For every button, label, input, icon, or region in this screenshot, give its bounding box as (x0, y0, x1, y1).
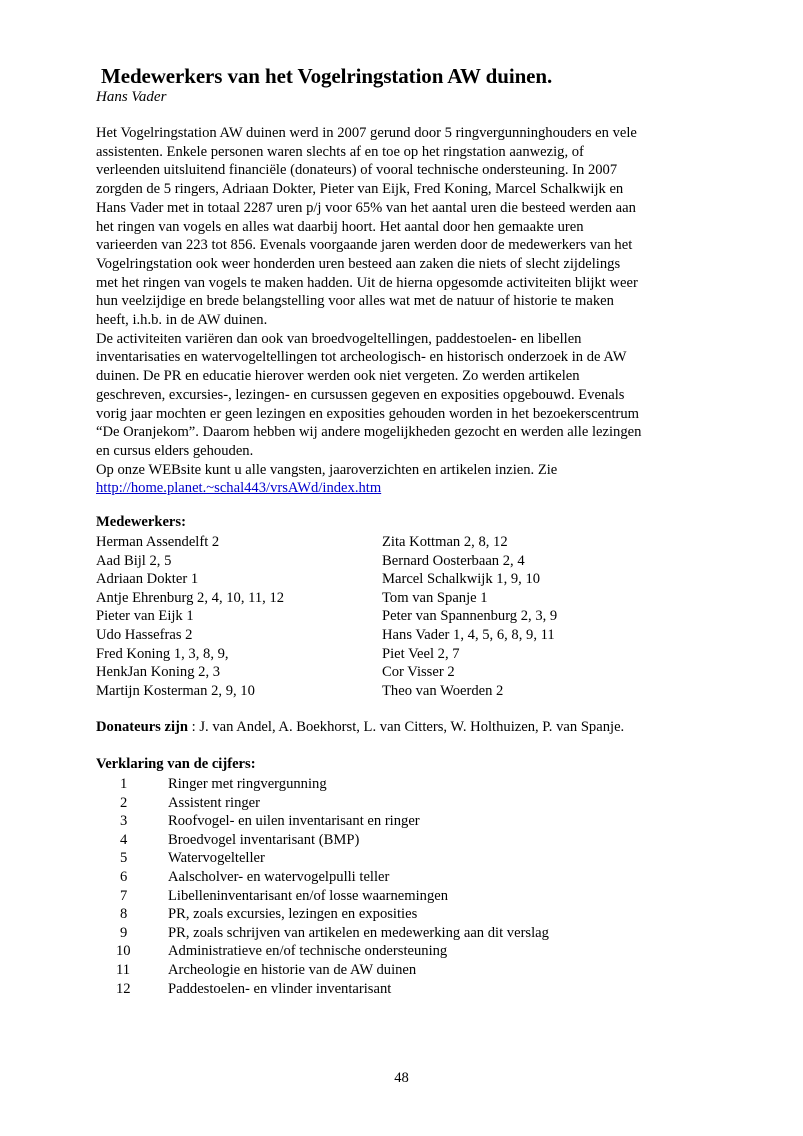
staff-heading: Medewerkers: (96, 514, 186, 530)
legend-item (96, 849, 549, 868)
body-line: “De Oranjekom”. Daarom hebben wij andere mogelijkheden gezocht en werden alle lezingen (96, 424, 642, 441)
legend-number: 9 (120, 924, 128, 941)
legend-text: PR, zoals schrijven van artikelen en medewerking aan dit verslag (168, 924, 549, 941)
staff-member: Adriaan Dokter 1 (96, 571, 199, 588)
page-number: 48 (394, 1070, 409, 1086)
legend-item (96, 775, 549, 794)
staff-row (96, 663, 716, 682)
legend-text: Libelleninventarisant en/of losse waarnemingen (168, 887, 449, 904)
author-name: Hans Vader (96, 89, 167, 105)
legend-item (96, 831, 549, 850)
body-line: vorig jaar mochten er geen lezingen en exposities gehouden worden in het bezoekerscentrum (96, 405, 640, 422)
intro-text (96, 124, 736, 498)
body-line: verleenden uitsluitend financiële (donateurs) of vooral technische ondersteuning. In 2007 (96, 162, 618, 179)
body-line: het ringen van vogels en alles wat daarbij hoort. Het aantal door hen gemaakte uren (96, 218, 584, 235)
website-link[interactable]: http://home.planet.~schal443/vrsAWd/index.htm (96, 480, 382, 497)
body-line: duinen. De PR en educatie hierover werden ook niet vergeten. Zo werden artikelen (96, 368, 580, 385)
staff-row (96, 533, 716, 552)
staff-member: Herman Assendelft 2 (96, 534, 220, 550)
legend-number: 2 (120, 794, 128, 811)
staff-row (96, 626, 716, 645)
staff-member: Hans Vader 1, 4, 5, 6, 8, 9, 11 (382, 626, 555, 643)
body-line: geschreven, excursies-, lezingen- en cursussen gegeven en exposities opgebouwd. Evenals (96, 386, 625, 403)
legend-text: PR, zoals excursies, lezingen en exposities (168, 906, 418, 923)
staff-member: Udo Hassefras 2 (96, 626, 193, 643)
legend-text: Paddestoelen- en vlinder inventarisant (168, 980, 392, 997)
legend-number: 4 (120, 831, 128, 848)
body-line: en cursus elders gehouden. (96, 442, 254, 459)
body-line: met het ringen van vogels te maken hadden. Uit de hierna opgesomde activiteiten blijkt weer (96, 274, 638, 291)
staff-member: Theo van Woerden 2 (382, 682, 504, 699)
legend-item (96, 905, 549, 924)
staff-member: Piet Veel 2, 7 (382, 645, 460, 662)
staff-member: HenkJan Koning 2, 3 (96, 664, 221, 681)
legend-list (96, 775, 549, 998)
body-line: De activiteiten variëren dan ook van broedvogeltellingen, paddestoelen- en libellen (96, 330, 582, 347)
legend-text: Watervogelteller (168, 850, 265, 867)
legend-text: Roofvogel- en uilen inventarisant en ringer (168, 813, 420, 830)
legend-number: 5 (120, 850, 128, 867)
staff-member: Zita Kottman 2, 8, 12 (382, 534, 508, 550)
staff-row (96, 645, 716, 664)
legend-item (96, 980, 549, 999)
legend-item (96, 887, 549, 906)
body-line: Hans Vader met in totaal 2287 uren p/j voor 65% van het aantal uren die besteed werden aan (96, 199, 636, 216)
legend-number: 3 (120, 813, 128, 830)
legend-text: Archeologie en historie van de AW duinen (168, 961, 417, 978)
donors-names: : J. van Andel, A. Boekhorst, L. van Citters, W. Holthuizen, P. van Spanje. (188, 719, 625, 735)
legend-text: Broedvogel inventarisant (BMP) (168, 831, 360, 848)
donors-line (96, 719, 624, 736)
website-line (96, 479, 736, 498)
donors-label: Donateurs zijn (96, 719, 189, 735)
staff-member: Peter van Spannenburg 2, 3, 9 (382, 608, 558, 625)
body-line: Het Vogelringstation AW duinen werd in 2007 gerund door 5 ringvergunninghouders en vele (96, 125, 637, 141)
staff-member: Martijn Kosterman 2, 9, 10 (96, 682, 255, 699)
legend-item (96, 961, 549, 980)
legend-number: 8 (120, 906, 128, 923)
legend-item (96, 868, 549, 887)
staff-member: Fred Koning 1, 3, 8, 9, (96, 645, 229, 662)
page-title: Medewerkers van het Vogelringstation AW duinen. (101, 64, 553, 88)
legend-item (96, 924, 549, 943)
legend-text: Aalscholver- en watervogelpulli teller (168, 868, 390, 885)
staff-member: Bernard Oosterbaan 2, 4 (382, 552, 525, 569)
legend-number: 12 (116, 980, 131, 997)
body-line: assistenten. Enkele personen waren slechts af en toe op het ringstation aanwezig, of (96, 143, 584, 160)
staff-member: Antje Ehrenburg 2, 4, 10, 11, 12 (96, 589, 285, 606)
legend-number: 11 (116, 961, 131, 978)
staff-member: Tom van Spanje 1 (382, 589, 488, 606)
legend-item (96, 794, 549, 813)
legend-number: 1 (120, 776, 128, 792)
staff-row (96, 552, 716, 571)
body-line: inventarisaties en watervogeltellingen tot archeologisch- en historisch onderzoek in de AW (96, 349, 627, 366)
legend-text: Ringer met ringvergunning (168, 776, 327, 792)
body-line: heeft, i.h.b. in de AW duinen. (96, 312, 268, 329)
staff-member: Cor Visser 2 (382, 664, 455, 681)
legend-number: 10 (116, 943, 131, 960)
legend-text: Administratieve en/of technische ondersteuning (168, 943, 448, 960)
legend-number: 6 (120, 868, 128, 885)
staff-row (96, 682, 716, 701)
body-line: hun veelzijdige en brede belangstelling voor alles wat met de natuur of historie te maken (96, 293, 614, 310)
legend-item (96, 812, 549, 831)
staff-member: Marcel Schalkwijk 1, 9, 10 (382, 571, 541, 588)
legend-text: Assistent ringer (168, 794, 261, 811)
staff-row (96, 570, 716, 589)
staff-member: Pieter van Eijk 1 (96, 608, 194, 625)
body-line: zorgden de 5 ringers, Adriaan Dokter, Pieter van Eijk, Fred Koning, Marcel Schalkwijk en (96, 181, 624, 198)
staff-row (96, 607, 716, 626)
legend-item (96, 942, 549, 961)
legend-heading: Verklaring van de cijfers: (96, 756, 256, 772)
body-line: varieerden van 223 tot 856. Evenals voorgaande jaren werden door de medewerkers van het (96, 237, 633, 254)
staff-member: Aad Bijl 2, 5 (96, 552, 172, 569)
body-line: Op onze WEBsite kunt u alle vangsten, jaaroverzichten en artikelen inzien. Zie (96, 461, 558, 478)
body-line: Vogelringstation ook weer honderden uren besteed aan zaken die niets of slecht zijdelings (96, 255, 621, 272)
staff-list (96, 533, 716, 700)
legend-number: 7 (120, 887, 128, 904)
staff-row (96, 589, 716, 608)
